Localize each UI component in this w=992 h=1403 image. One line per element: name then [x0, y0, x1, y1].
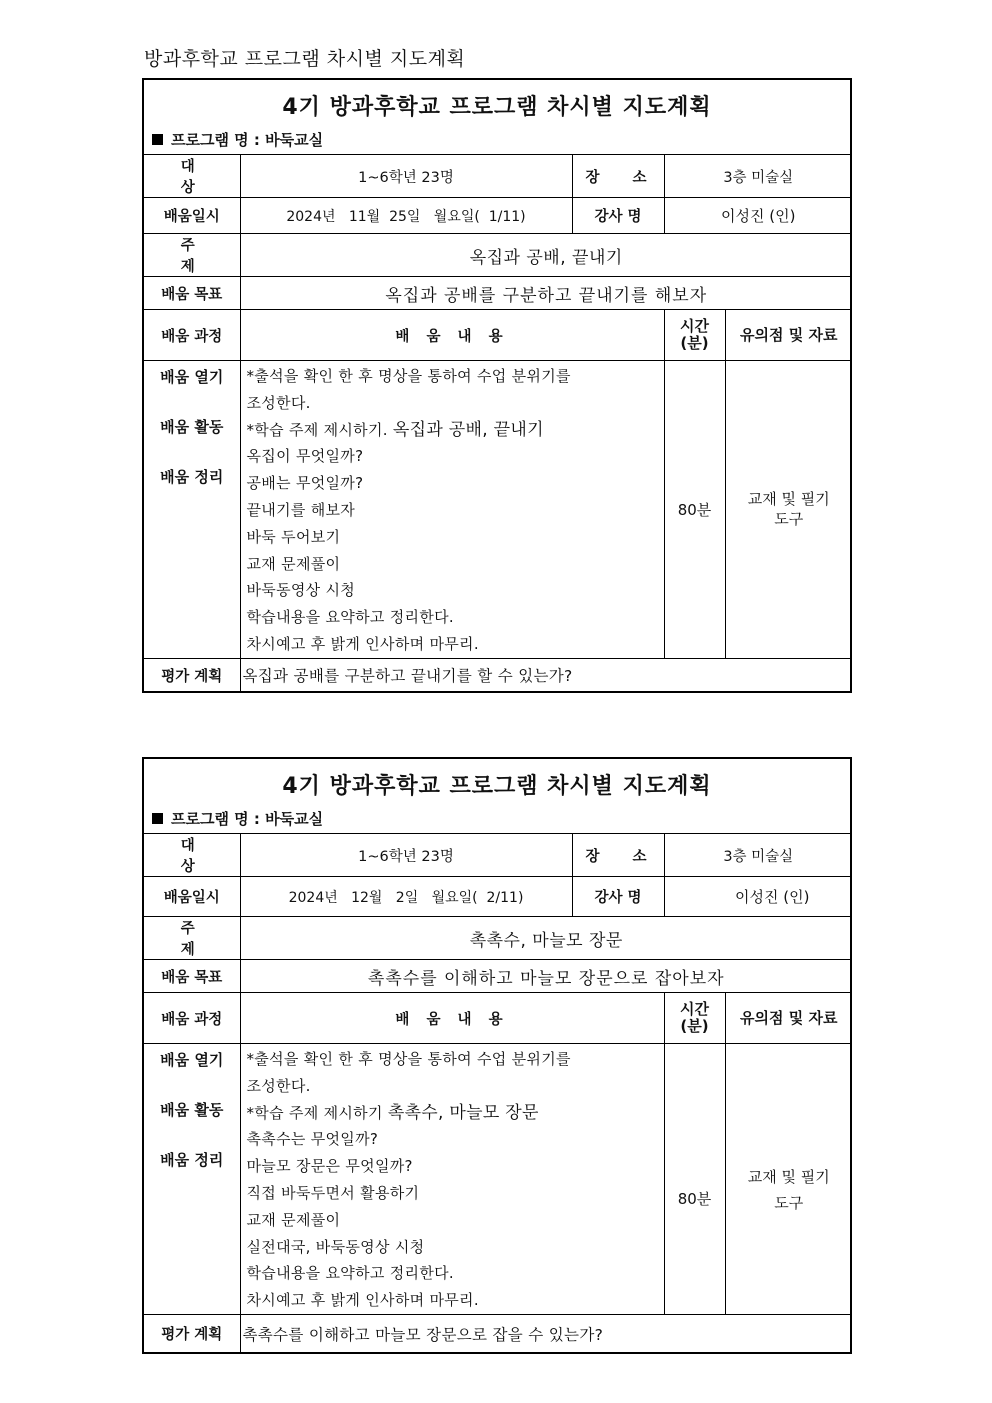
content-line: 실전대국, 바둑동영상 시청 [246, 1237, 425, 1256]
black-square-icon [152, 134, 163, 145]
program-name-line [144, 803, 850, 833]
topic-label: 주 제 [144, 917, 240, 960]
content-row [144, 1044, 852, 1315]
lesson-plan-2 [142, 757, 852, 1354]
stage-activity: 배움 활동 [160, 1101, 224, 1119]
content-line: 교재 문제풀이 [246, 1210, 341, 1229]
process-label: 배움 과정 [144, 310, 240, 361]
content-line [247, 417, 664, 444]
stage-closing: 배움 정리 [160, 1151, 224, 1169]
lesson-plan-1 [142, 78, 852, 693]
eval-label: 평가 계획 [144, 1314, 240, 1352]
content-label: 배 움 내 용 [240, 993, 664, 1044]
plan-title: 4기 방과후학교 프로그램 차시별 지도계획 [282, 95, 712, 120]
target-label: 대 상 [144, 155, 240, 198]
time-value: 80분 [664, 361, 725, 659]
topic-inline: 옥집과 공배, 끝내기 [392, 419, 544, 440]
time-value: 80분 [664, 1044, 725, 1315]
goal-label: 배움 목표 [144, 960, 240, 993]
target-row [144, 155, 852, 198]
content-line: 조성한다. [246, 1076, 311, 1095]
program-name: 프로그램 명 : 바둑교실 [171, 130, 324, 149]
eval-row [144, 658, 852, 691]
content-line: 공배는 무엇일까? [246, 474, 364, 493]
target-label: 대 상 [144, 834, 240, 877]
instructor-label: 강사 명 [572, 877, 664, 917]
topic-value: 촉촉수, 마늘모 장문 [240, 917, 852, 960]
stage-opening: 배움 열기 [160, 1051, 224, 1069]
topic-row [144, 234, 852, 277]
plan-title: 4기 방과후학교 프로그램 차시별 지도계획 [282, 774, 712, 799]
stage-list [144, 361, 240, 659]
content-line: 교재 문제풀이 [246, 554, 341, 573]
eval-label: 평가 계획 [144, 658, 240, 691]
content-line [247, 1100, 664, 1127]
content-line: *출석을 확인 한 후 명상을 통하여 수업 분위기를 [246, 1050, 571, 1068]
time-label: 시간 (분) [664, 993, 725, 1044]
target-value: 1~6학년 23명 [240, 834, 572, 877]
content-line: 마늘모 장문은 무엇일까? [246, 1157, 413, 1176]
place-value: 3층 미술실 [664, 155, 852, 198]
goal-row [144, 960, 852, 993]
content-line: 학습내용을 요약하고 정리한다. [246, 1264, 454, 1283]
topic-intro: *학습 주제 제시하기. [246, 420, 388, 439]
content-line: 끝내기를 해보자 [246, 500, 356, 519]
goal-label: 배움 목표 [144, 277, 240, 310]
goal-row [144, 277, 852, 310]
content-line: 학습내용을 요약하고 정리한다. [246, 608, 454, 627]
stage-closing: 배움 정리 [160, 468, 224, 486]
target-row [144, 834, 852, 877]
content-line: 바둑 두어보기 [246, 527, 341, 546]
stage-list [144, 1044, 240, 1315]
program-name-line [144, 124, 850, 154]
content-line: *출석을 확인 한 후 명상을 통하여 수업 분위기를 [246, 367, 571, 385]
stage-activity: 배움 활동 [160, 418, 224, 436]
materials-value: 교재 및 필기도구 [725, 361, 852, 659]
place-label: 장 소 [572, 834, 664, 877]
black-square-icon [152, 813, 163, 824]
eval-row [144, 1314, 852, 1352]
plan-table [144, 834, 852, 1352]
process-header-row [144, 310, 852, 361]
document-heading: 방과후학교 프로그램 차시별 지도계획 [144, 48, 466, 70]
topic-intro: *학습 주제 제시하기 [246, 1103, 383, 1122]
goal-value: 촉촉수를 이해하고 마늘모 장문으로 잡아보자 [240, 960, 852, 993]
topic-row [144, 917, 852, 960]
date-value: 2024년 12월 2일 월요일( 2/11) [240, 877, 572, 917]
topic-label: 주 제 [144, 234, 240, 277]
plan-table [144, 155, 852, 691]
time-label: 시간 (분) [664, 310, 725, 361]
eval-value: 촉촉수를 이해하고 마늘모 장문으로 잡을 수 있는가? [240, 1314, 852, 1352]
date-row [144, 877, 852, 917]
topic-value: 옥집과 공배, 끝내기 [240, 234, 852, 277]
content-line: 직접 바둑두면서 활용하기 [246, 1183, 420, 1202]
content-list [240, 1044, 664, 1315]
content-line: 차시예고 후 밝게 인사하며 마무리. [246, 634, 479, 653]
content-list [240, 361, 664, 659]
date-row [144, 198, 852, 234]
process-header-row [144, 993, 852, 1044]
content-line: 차시예고 후 밝게 인사하며 마무리. [246, 1291, 479, 1310]
content-label: 배 움 내 용 [240, 310, 664, 361]
content-line: 옥집이 무엇일까? [246, 447, 364, 466]
target-value: 1~6학년 23명 [240, 155, 572, 198]
date-label: 배움일시 [144, 877, 240, 917]
goal-value: 옥집과 공배를 구분하고 끝내기를 해보자 [240, 277, 852, 310]
instructor-value: 이성진 (인) [664, 877, 852, 917]
process-label: 배움 과정 [144, 993, 240, 1044]
plan-header [144, 759, 850, 834]
stage-opening: 배움 열기 [160, 368, 224, 386]
content-line: 바둑동영상 시청 [246, 581, 356, 600]
notes-label: 유의점 및 자료 [725, 993, 852, 1044]
date-value: 2024년 11월 25일 월요일( 1/11) [240, 198, 572, 234]
notes-label: 유의점 및 자료 [725, 310, 852, 361]
materials-value: 교재 및 필기도구 [725, 1044, 852, 1315]
instructor-value: 이성진 (인) [664, 198, 852, 234]
content-line: 조성한다. [246, 393, 311, 412]
eval-value: 옥집과 공배를 구분하고 끝내기를 할 수 있는가? [240, 658, 852, 691]
content-line: 촉촉수는 무엇일까? [246, 1130, 379, 1149]
plan-header [144, 80, 850, 155]
place-value: 3층 미술실 [664, 834, 852, 877]
content-row [144, 361, 852, 659]
date-label: 배움일시 [144, 198, 240, 234]
place-label: 장 소 [572, 155, 664, 198]
instructor-label: 강사 명 [572, 198, 664, 234]
program-name: 프로그램 명 : 바둑교실 [171, 809, 324, 828]
topic-inline: 촉촉수, 마늘모 장문 [387, 1102, 539, 1123]
